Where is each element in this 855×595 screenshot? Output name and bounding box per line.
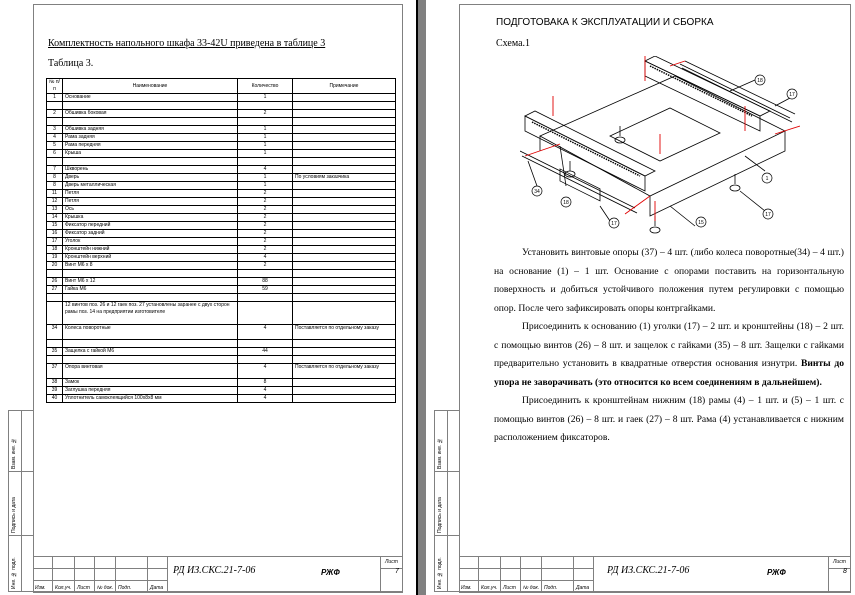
- cell-quantity: [238, 118, 293, 126]
- table-row: [47, 364, 396, 379]
- table-row: [47, 294, 396, 302]
- cell-name: Гайка М6: [63, 286, 238, 294]
- table-row: [47, 286, 396, 294]
- table-row: [47, 166, 396, 174]
- cell-quantity: [238, 356, 293, 364]
- callout-18: [561, 197, 571, 207]
- table-row: [47, 102, 396, 110]
- cell-name: [63, 270, 238, 278]
- cell-quantity: 2: [238, 262, 293, 270]
- table-row: [47, 134, 396, 142]
- cell-quantity: 1: [238, 182, 293, 190]
- cell-quantity: 4: [238, 166, 293, 174]
- cell-name: Винт М6 х 12: [63, 278, 238, 286]
- column-label: Кол.уч.: [481, 585, 498, 591]
- scheme-label: Схема.1: [496, 38, 531, 49]
- cell-number: 14: [47, 214, 63, 222]
- cell-number: 17: [47, 238, 63, 246]
- cell-name: [63, 158, 238, 166]
- cell-number: [47, 102, 63, 110]
- cell-number: 40: [47, 395, 63, 403]
- table-row: [47, 190, 396, 198]
- page-gap: [407, 0, 416, 595]
- cell-quantity: 1: [238, 134, 293, 142]
- cell-note: Поставляется по отдельному заказу: [293, 364, 396, 379]
- cell-quantity: 4: [238, 395, 293, 403]
- cell-quantity: 1: [238, 142, 293, 150]
- svg-text:15: 15: [698, 220, 704, 226]
- cell-note: [293, 356, 396, 364]
- table-row: [47, 214, 396, 222]
- cell-note: [293, 166, 396, 174]
- callout-17: [763, 209, 773, 219]
- cell-name: Опора винтовая: [63, 364, 238, 379]
- cell-quantity: 1: [238, 174, 293, 182]
- cell-name: [63, 118, 238, 126]
- cell-quantity: 1: [238, 94, 293, 102]
- cell-number: 2: [47, 110, 63, 118]
- document-page-right: [426, 0, 855, 595]
- cell-name: 12 винтов поз. 26 и 12 гаек поз. 27 установлены заранее с двух сторон рамы поз. 14 на предприятии изготовителе: [63, 302, 238, 325]
- cell-number: 11: [47, 190, 63, 198]
- cell-number: 34: [47, 325, 63, 340]
- cell-name: Замок: [63, 379, 238, 387]
- cell-note: [293, 182, 396, 190]
- svg-text:17: 17: [611, 221, 617, 227]
- cell-note: [293, 294, 396, 302]
- base-opening: [610, 108, 720, 161]
- column-label: Изм.: [461, 585, 472, 591]
- cell-quantity: [238, 302, 293, 325]
- cell-quantity: 8: [238, 379, 293, 387]
- cell-quantity: [238, 270, 293, 278]
- cell-number: 4: [47, 134, 63, 142]
- cell-quantity: 4: [238, 364, 293, 379]
- cell-quantity: 2: [238, 246, 293, 254]
- cell-number: 13: [47, 206, 63, 214]
- table-row: [47, 387, 396, 395]
- section-title: ПОДГОТОВАКА К ЭКСПЛУАТАЦИИ И СБОРКА: [496, 17, 714, 28]
- table-row: [47, 246, 396, 254]
- header-note: Примечание: [293, 79, 396, 94]
- svg-text:34: 34: [534, 189, 540, 195]
- cell-note: [293, 246, 396, 254]
- cell-number: 18: [47, 246, 63, 254]
- cell-name: [63, 294, 238, 302]
- cell-name: Рама передняя: [63, 142, 238, 150]
- cell-note: [293, 190, 396, 198]
- header-name: Наименование: [63, 79, 238, 94]
- table-row: [47, 302, 396, 325]
- cell-note: [293, 150, 396, 158]
- sheet-number: 7: [395, 568, 399, 575]
- cell-name: Рама задняя: [63, 134, 238, 142]
- cell-number: [47, 294, 63, 302]
- table-caption: Таблица 3.: [48, 58, 94, 69]
- svg-text:1: 1: [765, 176, 769, 182]
- cell-number: [47, 118, 63, 126]
- cell-number: 19: [47, 254, 63, 262]
- column-label: Подп.: [544, 585, 558, 591]
- svg-text:17: 17: [765, 212, 771, 218]
- cell-name: Уплотнитель самоклеящийся 100х8х8 мм: [63, 395, 238, 403]
- page-heading: Комплектность напольного шкафа 33-42U приведена в таблице 3: [48, 38, 326, 49]
- cell-note: [293, 270, 396, 278]
- cell-name: Кронштейн нижний: [63, 246, 238, 254]
- cell-number: 27: [47, 286, 63, 294]
- stamp-label: Взам. инв. №: [437, 437, 443, 469]
- cell-number: 3: [47, 126, 63, 134]
- cell-name: Кронштейн верхний: [63, 254, 238, 262]
- cell-note: [293, 142, 396, 150]
- cell-number: [47, 270, 63, 278]
- title-block: [459, 556, 851, 592]
- cell-name: Петля: [63, 198, 238, 206]
- cell-number: 39: [47, 387, 63, 395]
- cell-name: Ось: [63, 206, 238, 214]
- callout-1: [762, 173, 772, 183]
- table-row: [47, 262, 396, 270]
- table-row: [47, 325, 396, 340]
- cell-quantity: 2: [238, 206, 293, 214]
- document-code: РД ИЗ.СКС.21-7-06: [173, 565, 256, 576]
- cell-quantity: 44: [238, 348, 293, 356]
- company-logo: РЖФ: [767, 568, 786, 577]
- cell-name: Фиксатор задний: [63, 230, 238, 238]
- stamp-label: Инв. № подл.: [11, 557, 17, 589]
- cell-number: [47, 340, 63, 348]
- cell-note: По условиям заказчика: [293, 174, 396, 182]
- cell-number: 12: [47, 198, 63, 206]
- column-label: Лист: [77, 585, 90, 591]
- cell-note: [293, 158, 396, 166]
- stamp-label: Подпись и дата: [11, 497, 17, 533]
- cell-note: [293, 110, 396, 118]
- table-row: [47, 356, 396, 364]
- cell-name: Основание: [63, 94, 238, 102]
- cell-note: [293, 198, 396, 206]
- cell-quantity: 88: [238, 278, 293, 286]
- cell-quantity: 2: [238, 110, 293, 118]
- svg-text:17: 17: [789, 92, 795, 98]
- table-row: [47, 150, 396, 158]
- cell-quantity: 2: [238, 198, 293, 206]
- cell-number: 15: [47, 222, 63, 230]
- table-row: [47, 142, 396, 150]
- cell-quantity: [238, 158, 293, 166]
- cell-note: [293, 254, 396, 262]
- stamp-label: Взам. инв. №: [11, 437, 17, 469]
- table-row: [47, 222, 396, 230]
- cell-note: [293, 126, 396, 134]
- paragraph: Присоединить к кронштейнам нижним (18) рамы (4) – 1 шт. и (5) – 1 шт. с помощью винтов (26) – 8 шт. и гаек (27) – 8 шт. Рама (4) устанавливается с нижним расположением фиксаторов.: [494, 395, 844, 443]
- cell-number: 16: [47, 230, 63, 238]
- cell-name: Защелка с гайкой М6: [63, 348, 238, 356]
- table-row: [47, 198, 396, 206]
- document-code: РД ИЗ.СКС.21-7-06: [607, 565, 690, 576]
- table-row: [47, 230, 396, 238]
- column-label: Лист: [503, 585, 516, 591]
- header-number: № п/п: [47, 79, 63, 94]
- cell-number: 37: [47, 364, 63, 379]
- cell-number: [47, 302, 63, 325]
- cell-note: [293, 206, 396, 214]
- callout-34: [532, 186, 542, 196]
- table-header-row: [47, 79, 396, 94]
- paragraph-text: Присоединить к основанию (1) уголки (17) – 2 шт. и кронштейны (18) – 2 шт. с помощью винтов (26) – 8 шт. и защелок с гайками (35) – 8 шт. Защелки с гайками предварительно установить в квадратные отверстия основания изнутри.: [494, 321, 844, 369]
- callout-15: [696, 217, 706, 227]
- paragraph: Установить винтовые опоры (37) – 4 шт. (либо колеса поворотные(34) – 4 шт.) на основание (1) – 1 шт. Основание с опорами поставить на горизонтальную поверхность и добиться устойчивого положения путем регулировки с помощью опор. После чего зафиксировать опоры контргайками.: [494, 247, 844, 314]
- table-row: [47, 348, 396, 356]
- cell-number: 6: [47, 150, 63, 158]
- callout-18: [755, 75, 765, 85]
- cell-number: 26: [47, 278, 63, 286]
- cell-note: [293, 230, 396, 238]
- table-row: [47, 278, 396, 286]
- cell-name: Дверь металлическая: [63, 182, 238, 190]
- table-row: [47, 270, 396, 278]
- sheet-label: Лист: [833, 559, 846, 565]
- cell-note: [293, 278, 396, 286]
- paragraph: [494, 318, 844, 392]
- sheet-number: 8: [843, 568, 847, 575]
- table-row: [47, 206, 396, 214]
- table-row: [47, 118, 396, 126]
- cell-name: Уголок: [63, 238, 238, 246]
- side-stamp: [434, 410, 460, 592]
- cell-name: [63, 102, 238, 110]
- cell-note: [293, 379, 396, 387]
- svg-text:18: 18: [563, 200, 569, 206]
- cell-note: [293, 262, 396, 270]
- table-row: [47, 395, 396, 403]
- cell-quantity: 2: [238, 190, 293, 198]
- page-separator: [416, 0, 426, 595]
- cell-quantity: [238, 294, 293, 302]
- table-row: [47, 174, 396, 182]
- assembly-diagram: [520, 56, 800, 242]
- cell-note: Поставляется по отдельному заказу: [293, 325, 396, 340]
- cell-number: [47, 158, 63, 166]
- cell-number: 1: [47, 94, 63, 102]
- stamp-label: Инв. № подл.: [437, 557, 443, 589]
- cell-name: Шкворень: [63, 166, 238, 174]
- components-table: [46, 78, 396, 403]
- cell-number: 5: [47, 142, 63, 150]
- cell-number: 8: [47, 182, 63, 190]
- cell-number: 35: [47, 348, 63, 356]
- company-logo: РЖФ: [321, 568, 340, 577]
- cell-note: [293, 94, 396, 102]
- cell-name: [63, 340, 238, 348]
- cell-name: Винт М6 х 8: [63, 262, 238, 270]
- document-page-left: [0, 0, 407, 595]
- cell-number: 38: [47, 379, 63, 387]
- base-top: [540, 76, 785, 196]
- sheet-label: Лист: [385, 559, 398, 565]
- column-label: Дата: [576, 585, 590, 591]
- column-label: № док.: [97, 585, 114, 591]
- cell-number: 7: [47, 166, 63, 174]
- cell-quantity: [238, 340, 293, 348]
- table-row: [47, 182, 396, 190]
- cell-quantity: 1: [238, 126, 293, 134]
- table-row: [47, 379, 396, 387]
- cell-note: [293, 222, 396, 230]
- warning-text: Винты до упора не заворачивать (это относится ко всем соединениям в дальнейшем).: [494, 358, 844, 388]
- cell-quantity: 4: [238, 325, 293, 340]
- cell-note: [293, 395, 396, 403]
- cell-quantity: 2: [238, 230, 293, 238]
- cell-name: Петля: [63, 190, 238, 198]
- cell-name: Колеса поворотные: [63, 325, 238, 340]
- title-block: [33, 556, 403, 592]
- cell-quantity: 1: [238, 150, 293, 158]
- cell-number: 8: [47, 174, 63, 182]
- column-label: Дата: [150, 585, 164, 591]
- cell-name: Фиксатор передний: [63, 222, 238, 230]
- cell-name: Крыша: [63, 150, 238, 158]
- table-row: [47, 110, 396, 118]
- cell-quantity: 4: [238, 254, 293, 262]
- column-label: Подп.: [118, 585, 132, 591]
- cell-note: [293, 102, 396, 110]
- cell-note: [293, 238, 396, 246]
- cell-note: [293, 302, 396, 325]
- callout-17: [609, 218, 619, 228]
- cell-quantity: 2: [238, 238, 293, 246]
- table-row: [47, 340, 396, 348]
- column-label: Изм.: [35, 585, 46, 591]
- cell-quantity: 59: [238, 286, 293, 294]
- cell-number: 20: [47, 262, 63, 270]
- table-row: [47, 254, 396, 262]
- table-row: [47, 94, 396, 102]
- cell-note: [293, 214, 396, 222]
- cell-quantity: 4: [238, 387, 293, 395]
- svg-text:18: 18: [757, 78, 763, 84]
- cell-name: Крышка: [63, 214, 238, 222]
- cell-name: Заглушка передняя: [63, 387, 238, 395]
- callout-17: [787, 89, 797, 99]
- table-row: [47, 238, 396, 246]
- side-stamp: [8, 410, 34, 592]
- table-row: [47, 126, 396, 134]
- table-row: [47, 158, 396, 166]
- cell-quantity: 2: [238, 222, 293, 230]
- header-quantity: Количество: [238, 79, 293, 94]
- cell-name: [63, 356, 238, 364]
- instructions-text: [494, 244, 844, 448]
- cell-name: Дверь: [63, 174, 238, 182]
- cell-note: [293, 348, 396, 356]
- cell-quantity: [238, 102, 293, 110]
- cell-note: [293, 387, 396, 395]
- cell-name: Обшивка боковая: [63, 110, 238, 118]
- cell-name: Обшивка задняя: [63, 126, 238, 134]
- foot: [565, 161, 575, 177]
- cell-number: [47, 356, 63, 364]
- cell-quantity: 2: [238, 214, 293, 222]
- cell-note: [293, 340, 396, 348]
- cell-note: [293, 134, 396, 142]
- column-label: Кол.уч.: [55, 585, 72, 591]
- column-label: № док.: [523, 585, 540, 591]
- stamp-label: Подпись и дата: [437, 497, 443, 533]
- cell-note: [293, 118, 396, 126]
- cell-note: [293, 286, 396, 294]
